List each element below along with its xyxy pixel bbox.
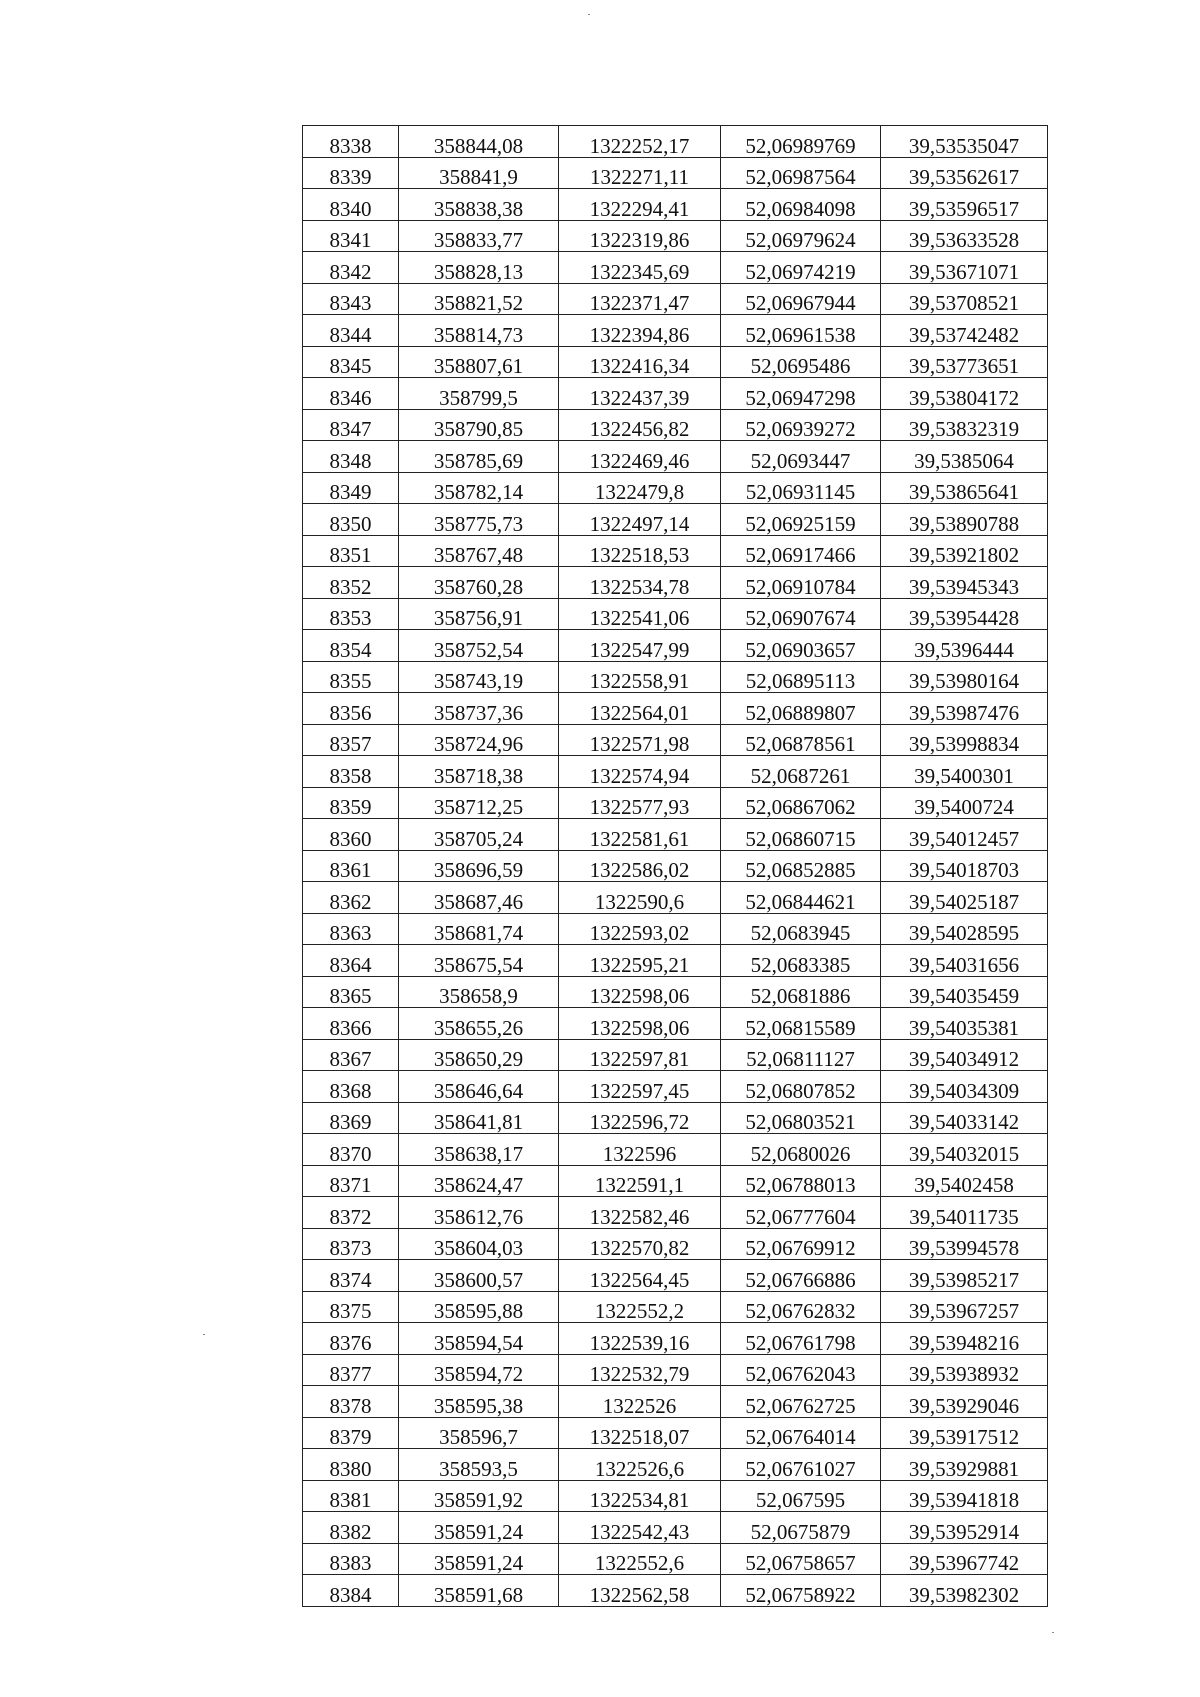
y-coordinate-cell: 1322534,81: [559, 1480, 721, 1512]
longitude-cell: 39,53742482: [881, 315, 1048, 347]
longitude-cell: 39,53994578: [881, 1228, 1048, 1260]
longitude-cell: 39,53890788: [881, 504, 1048, 536]
x-coordinate-cell: 358595,38: [399, 1386, 559, 1418]
table-row: [303, 535, 1048, 567]
longitude-cell: 39,53954428: [881, 598, 1048, 630]
table-row: [303, 220, 1048, 252]
table-row: [303, 819, 1048, 851]
longitude-cell: 39,53708521: [881, 283, 1048, 315]
point-number-cell: 8349: [303, 472, 399, 504]
point-number-cell: 8340: [303, 189, 399, 221]
longitude-cell: 39,54025187: [881, 882, 1048, 914]
y-coordinate-cell: 1322532,79: [559, 1354, 721, 1386]
x-coordinate-cell: 358799,5: [399, 378, 559, 410]
table-row: [303, 1134, 1048, 1166]
longitude-cell: 39,53948216: [881, 1323, 1048, 1355]
y-coordinate-cell: 1322547,99: [559, 630, 721, 662]
table-row: [303, 252, 1048, 284]
point-number-cell: 8350: [303, 504, 399, 536]
table-row: [303, 1386, 1048, 1418]
point-number-cell: 8381: [303, 1480, 399, 1512]
x-coordinate-cell: 358743,19: [399, 661, 559, 693]
longitude-cell: 39,53929881: [881, 1449, 1048, 1481]
table-row: [303, 976, 1048, 1008]
table-row: [303, 1354, 1048, 1386]
table-row: [303, 189, 1048, 221]
x-coordinate-cell: 358612,76: [399, 1197, 559, 1229]
table-row: [303, 1543, 1048, 1575]
table-row: [303, 787, 1048, 819]
x-coordinate-cell: 358785,69: [399, 441, 559, 473]
latitude-cell: 52,06878561: [721, 724, 881, 756]
x-coordinate-cell: 358821,52: [399, 283, 559, 315]
y-coordinate-cell: 1322294,41: [559, 189, 721, 221]
point-number-cell: 8384: [303, 1575, 399, 1607]
latitude-cell: 52,06947298: [721, 378, 881, 410]
y-coordinate-cell: 1322586,02: [559, 850, 721, 882]
x-coordinate-cell: 358641,81: [399, 1102, 559, 1134]
latitude-cell: 52,06766886: [721, 1260, 881, 1292]
latitude-cell: 52,06979624: [721, 220, 881, 252]
latitude-cell: 52,06761027: [721, 1449, 881, 1481]
point-number-cell: 8369: [303, 1102, 399, 1134]
x-coordinate-cell: 358760,28: [399, 567, 559, 599]
x-coordinate-cell: 358756,91: [399, 598, 559, 630]
latitude-cell: 52,06989769: [721, 126, 881, 158]
y-coordinate-cell: 1322552,2: [559, 1291, 721, 1323]
point-number-cell: 8368: [303, 1071, 399, 1103]
x-coordinate-cell: 358705,24: [399, 819, 559, 851]
longitude-cell: 39,54011735: [881, 1197, 1048, 1229]
x-coordinate-cell: 358712,25: [399, 787, 559, 819]
x-coordinate-cell: 358595,88: [399, 1291, 559, 1323]
longitude-cell: 39,5400724: [881, 787, 1048, 819]
longitude-cell: 39,53967742: [881, 1543, 1048, 1575]
longitude-cell: 39,53998834: [881, 724, 1048, 756]
y-coordinate-cell: 1322562,58: [559, 1575, 721, 1607]
y-coordinate-cell: 1322345,69: [559, 252, 721, 284]
longitude-cell: 39,53773651: [881, 346, 1048, 378]
table-row: [303, 472, 1048, 504]
latitude-cell: 52,0695486: [721, 346, 881, 378]
x-coordinate-cell: 358655,26: [399, 1008, 559, 1040]
y-coordinate-cell: 1322394,86: [559, 315, 721, 347]
y-coordinate-cell: 1322518,53: [559, 535, 721, 567]
point-number-cell: 8352: [303, 567, 399, 599]
table-row: [303, 724, 1048, 756]
latitude-cell: 52,06764014: [721, 1417, 881, 1449]
latitude-cell: 52,067595: [721, 1480, 881, 1512]
longitude-cell: 39,53832319: [881, 409, 1048, 441]
y-coordinate-cell: 1322526,6: [559, 1449, 721, 1481]
longitude-cell: 39,54035381: [881, 1008, 1048, 1040]
table-row: [303, 882, 1048, 914]
table-row: [303, 409, 1048, 441]
x-coordinate-cell: 358591,24: [399, 1543, 559, 1575]
latitude-cell: 52,06777604: [721, 1197, 881, 1229]
table-row: [303, 441, 1048, 473]
latitude-cell: 52,06788013: [721, 1165, 881, 1197]
table-row: [303, 1260, 1048, 1292]
latitude-cell: 52,06867062: [721, 787, 881, 819]
point-number-cell: 8371: [303, 1165, 399, 1197]
coordinates-table-body: [303, 126, 1048, 1607]
point-number-cell: 8351: [303, 535, 399, 567]
point-number-cell: 8376: [303, 1323, 399, 1355]
longitude-cell: 39,53941818: [881, 1480, 1048, 1512]
longitude-cell: 39,53804172: [881, 378, 1048, 410]
table-row: [303, 1165, 1048, 1197]
latitude-cell: 52,06758657: [721, 1543, 881, 1575]
y-coordinate-cell: 1322596,72: [559, 1102, 721, 1134]
x-coordinate-cell: 358814,73: [399, 315, 559, 347]
point-number-cell: 8361: [303, 850, 399, 882]
x-coordinate-cell: 358767,48: [399, 535, 559, 567]
y-coordinate-cell: 1322541,06: [559, 598, 721, 630]
point-number-cell: 8346: [303, 378, 399, 410]
y-coordinate-cell: 1322456,82: [559, 409, 721, 441]
point-number-cell: 8366: [303, 1008, 399, 1040]
x-coordinate-cell: 358790,85: [399, 409, 559, 441]
longitude-cell: 39,5402458: [881, 1165, 1048, 1197]
table-row: [303, 913, 1048, 945]
x-coordinate-cell: 358775,73: [399, 504, 559, 536]
x-coordinate-cell: 358600,57: [399, 1260, 559, 1292]
point-number-cell: 8379: [303, 1417, 399, 1449]
table-row: [303, 850, 1048, 882]
table-row: [303, 346, 1048, 378]
point-number-cell: 8348: [303, 441, 399, 473]
y-coordinate-cell: 1322570,82: [559, 1228, 721, 1260]
table-row: [303, 1197, 1048, 1229]
y-coordinate-cell: 1322558,91: [559, 661, 721, 693]
point-number-cell: 8380: [303, 1449, 399, 1481]
y-coordinate-cell: 1322252,17: [559, 126, 721, 158]
y-coordinate-cell: 1322598,06: [559, 976, 721, 1008]
point-number-cell: 8374: [303, 1260, 399, 1292]
point-number-cell: 8344: [303, 315, 399, 347]
y-coordinate-cell: 1322552,6: [559, 1543, 721, 1575]
longitude-cell: 39,53865641: [881, 472, 1048, 504]
latitude-cell: 52,06917466: [721, 535, 881, 567]
longitude-cell: 39,54032015: [881, 1134, 1048, 1166]
longitude-cell: 39,54018703: [881, 850, 1048, 882]
latitude-cell: 52,06769912: [721, 1228, 881, 1260]
longitude-cell: 39,54035459: [881, 976, 1048, 1008]
point-number-cell: 8342: [303, 252, 399, 284]
table-row: [303, 661, 1048, 693]
latitude-cell: 52,06895113: [721, 661, 881, 693]
point-number-cell: 8365: [303, 976, 399, 1008]
table-row: [303, 1291, 1048, 1323]
longitude-cell: 39,5400301: [881, 756, 1048, 788]
latitude-cell: 52,0675879: [721, 1512, 881, 1544]
longitude-cell: 39,53987476: [881, 693, 1048, 725]
table-row: [303, 567, 1048, 599]
longitude-cell: 39,53980164: [881, 661, 1048, 693]
point-number-cell: 8338: [303, 126, 399, 158]
table-row: [303, 1008, 1048, 1040]
point-number-cell: 8373: [303, 1228, 399, 1260]
x-coordinate-cell: 358844,08: [399, 126, 559, 158]
x-coordinate-cell: 358593,5: [399, 1449, 559, 1481]
table-row: [303, 378, 1048, 410]
latitude-cell: 52,06974219: [721, 252, 881, 284]
latitude-cell: 52,06967944: [721, 283, 881, 315]
table-row: [303, 1071, 1048, 1103]
point-number-cell: 8370: [303, 1134, 399, 1166]
y-coordinate-cell: 1322564,45: [559, 1260, 721, 1292]
table-row: [303, 756, 1048, 788]
table-row: [303, 945, 1048, 977]
table-row: [303, 1039, 1048, 1071]
point-number-cell: 8375: [303, 1291, 399, 1323]
x-coordinate-cell: 358646,64: [399, 1071, 559, 1103]
longitude-cell: 39,53671071: [881, 252, 1048, 284]
x-coordinate-cell: 358807,61: [399, 346, 559, 378]
longitude-cell: 39,53633528: [881, 220, 1048, 252]
point-number-cell: 8345: [303, 346, 399, 378]
y-coordinate-cell: 1322564,01: [559, 693, 721, 725]
x-coordinate-cell: 358650,29: [399, 1039, 559, 1071]
point-number-cell: 8364: [303, 945, 399, 977]
y-coordinate-cell: 1322595,21: [559, 945, 721, 977]
y-coordinate-cell: 1322526: [559, 1386, 721, 1418]
latitude-cell: 52,06803521: [721, 1102, 881, 1134]
y-coordinate-cell: 1322597,81: [559, 1039, 721, 1071]
y-coordinate-cell: 1322479,8: [559, 472, 721, 504]
longitude-cell: 39,53562617: [881, 157, 1048, 189]
point-number-cell: 8372: [303, 1197, 399, 1229]
y-coordinate-cell: 1322581,61: [559, 819, 721, 851]
x-coordinate-cell: 358596,7: [399, 1417, 559, 1449]
x-coordinate-cell: 358591,92: [399, 1480, 559, 1512]
y-coordinate-cell: 1322271,11: [559, 157, 721, 189]
longitude-cell: 39,54033142: [881, 1102, 1048, 1134]
y-coordinate-cell: 1322542,43: [559, 1512, 721, 1544]
table-row: [303, 1417, 1048, 1449]
latitude-cell: 52,06761798: [721, 1323, 881, 1355]
coordinates-table: [302, 125, 1048, 1607]
x-coordinate-cell: 358681,74: [399, 913, 559, 945]
point-number-cell: 8360: [303, 819, 399, 851]
latitude-cell: 52,06907674: [721, 598, 881, 630]
table-row: [303, 504, 1048, 536]
longitude-cell: 39,54031656: [881, 945, 1048, 977]
latitude-cell: 52,0683385: [721, 945, 881, 977]
longitude-cell: 39,53535047: [881, 126, 1048, 158]
latitude-cell: 52,06961538: [721, 315, 881, 347]
latitude-cell: 52,0681886: [721, 976, 881, 1008]
longitude-cell: 39,53596517: [881, 189, 1048, 221]
point-number-cell: 8341: [303, 220, 399, 252]
point-number-cell: 8358: [303, 756, 399, 788]
latitude-cell: 52,06807852: [721, 1071, 881, 1103]
latitude-cell: 52,06931145: [721, 472, 881, 504]
latitude-cell: 52,06939272: [721, 409, 881, 441]
y-coordinate-cell: 1322577,93: [559, 787, 721, 819]
latitude-cell: 52,0680026: [721, 1134, 881, 1166]
latitude-cell: 52,0683945: [721, 913, 881, 945]
point-number-cell: 8353: [303, 598, 399, 630]
point-number-cell: 8355: [303, 661, 399, 693]
longitude-cell: 39,53921802: [881, 535, 1048, 567]
longitude-cell: 39,5396444: [881, 630, 1048, 662]
scan-speck: [1052, 1632, 1054, 1633]
latitude-cell: 52,06844621: [721, 882, 881, 914]
longitude-cell: 39,53945343: [881, 567, 1048, 599]
y-coordinate-cell: 1322574,94: [559, 756, 721, 788]
y-coordinate-cell: 1322319,86: [559, 220, 721, 252]
x-coordinate-cell: 358752,54: [399, 630, 559, 662]
longitude-cell: 39,53982302: [881, 1575, 1048, 1607]
latitude-cell: 52,06987564: [721, 157, 881, 189]
y-coordinate-cell: 1322497,14: [559, 504, 721, 536]
latitude-cell: 52,06852885: [721, 850, 881, 882]
table-row: [303, 315, 1048, 347]
latitude-cell: 52,0687261: [721, 756, 881, 788]
longitude-cell: 39,53929046: [881, 1386, 1048, 1418]
y-coordinate-cell: 1322582,46: [559, 1197, 721, 1229]
y-coordinate-cell: 1322593,02: [559, 913, 721, 945]
x-coordinate-cell: 358604,03: [399, 1228, 559, 1260]
point-number-cell: 8382: [303, 1512, 399, 1544]
x-coordinate-cell: 358594,72: [399, 1354, 559, 1386]
latitude-cell: 52,06762043: [721, 1354, 881, 1386]
x-coordinate-cell: 358591,24: [399, 1512, 559, 1544]
y-coordinate-cell: 1322469,46: [559, 441, 721, 473]
point-number-cell: 8343: [303, 283, 399, 315]
point-number-cell: 8347: [303, 409, 399, 441]
latitude-cell: 52,06903657: [721, 630, 881, 662]
table-row: [303, 1323, 1048, 1355]
point-number-cell: 8383: [303, 1543, 399, 1575]
longitude-cell: 39,5385064: [881, 441, 1048, 473]
latitude-cell: 52,06811127: [721, 1039, 881, 1071]
y-coordinate-cell: 1322416,34: [559, 346, 721, 378]
scan-speck: [203, 1334, 205, 1335]
y-coordinate-cell: 1322518,07: [559, 1417, 721, 1449]
y-coordinate-cell: 1322591,1: [559, 1165, 721, 1197]
x-coordinate-cell: 358718,38: [399, 756, 559, 788]
latitude-cell: 52,06815589: [721, 1008, 881, 1040]
y-coordinate-cell: 1322597,45: [559, 1071, 721, 1103]
table-row: [303, 1102, 1048, 1134]
point-number-cell: 8367: [303, 1039, 399, 1071]
latitude-cell: 52,06984098: [721, 189, 881, 221]
longitude-cell: 39,54034309: [881, 1071, 1048, 1103]
latitude-cell: 52,0693447: [721, 441, 881, 473]
latitude-cell: 52,06889807: [721, 693, 881, 725]
x-coordinate-cell: 358828,13: [399, 252, 559, 284]
table-row: [303, 693, 1048, 725]
table-row: [303, 1228, 1048, 1260]
table-row: [303, 283, 1048, 315]
table-row: [303, 1449, 1048, 1481]
latitude-cell: 52,06925159: [721, 504, 881, 536]
table-row: [303, 157, 1048, 189]
x-coordinate-cell: 358833,77: [399, 220, 559, 252]
point-number-cell: 8359: [303, 787, 399, 819]
point-number-cell: 8339: [303, 157, 399, 189]
longitude-cell: 39,54034912: [881, 1039, 1048, 1071]
longitude-cell: 39,53917512: [881, 1417, 1048, 1449]
point-number-cell: 8363: [303, 913, 399, 945]
x-coordinate-cell: 358624,47: [399, 1165, 559, 1197]
longitude-cell: 39,54028595: [881, 913, 1048, 945]
longitude-cell: 39,53952914: [881, 1512, 1048, 1544]
latitude-cell: 52,06762832: [721, 1291, 881, 1323]
table-row: [303, 598, 1048, 630]
y-coordinate-cell: 1322598,06: [559, 1008, 721, 1040]
longitude-cell: 39,53938932: [881, 1354, 1048, 1386]
x-coordinate-cell: 358782,14: [399, 472, 559, 504]
y-coordinate-cell: 1322371,47: [559, 283, 721, 315]
point-number-cell: 8362: [303, 882, 399, 914]
point-number-cell: 8357: [303, 724, 399, 756]
latitude-cell: 52,06758922: [721, 1575, 881, 1607]
table-row: [303, 1480, 1048, 1512]
x-coordinate-cell: 358591,68: [399, 1575, 559, 1607]
table-row: [303, 1512, 1048, 1544]
point-number-cell: 8356: [303, 693, 399, 725]
longitude-cell: 39,53967257: [881, 1291, 1048, 1323]
table-row: [303, 1575, 1048, 1607]
longitude-cell: 39,53985217: [881, 1260, 1048, 1292]
x-coordinate-cell: 358696,59: [399, 850, 559, 882]
point-number-cell: 8377: [303, 1354, 399, 1386]
table-row: [303, 126, 1048, 158]
x-coordinate-cell: 358687,46: [399, 882, 559, 914]
point-number-cell: 8378: [303, 1386, 399, 1418]
x-coordinate-cell: 358675,54: [399, 945, 559, 977]
latitude-cell: 52,06762725: [721, 1386, 881, 1418]
y-coordinate-cell: 1322590,6: [559, 882, 721, 914]
x-coordinate-cell: 358724,96: [399, 724, 559, 756]
y-coordinate-cell: 1322571,98: [559, 724, 721, 756]
x-coordinate-cell: 358638,17: [399, 1134, 559, 1166]
y-coordinate-cell: 1322437,39: [559, 378, 721, 410]
x-coordinate-cell: 358737,36: [399, 693, 559, 725]
longitude-cell: 39,54012457: [881, 819, 1048, 851]
y-coordinate-cell: 1322534,78: [559, 567, 721, 599]
scan-speck: [588, 14, 590, 15]
point-number-cell: 8354: [303, 630, 399, 662]
latitude-cell: 52,06910784: [721, 567, 881, 599]
x-coordinate-cell: 358594,54: [399, 1323, 559, 1355]
x-coordinate-cell: 358838,38: [399, 189, 559, 221]
x-coordinate-cell: 358658,9: [399, 976, 559, 1008]
table-row: [303, 630, 1048, 662]
latitude-cell: 52,06860715: [721, 819, 881, 851]
x-coordinate-cell: 358841,9: [399, 157, 559, 189]
y-coordinate-cell: 1322539,16: [559, 1323, 721, 1355]
y-coordinate-cell: 1322596: [559, 1134, 721, 1166]
